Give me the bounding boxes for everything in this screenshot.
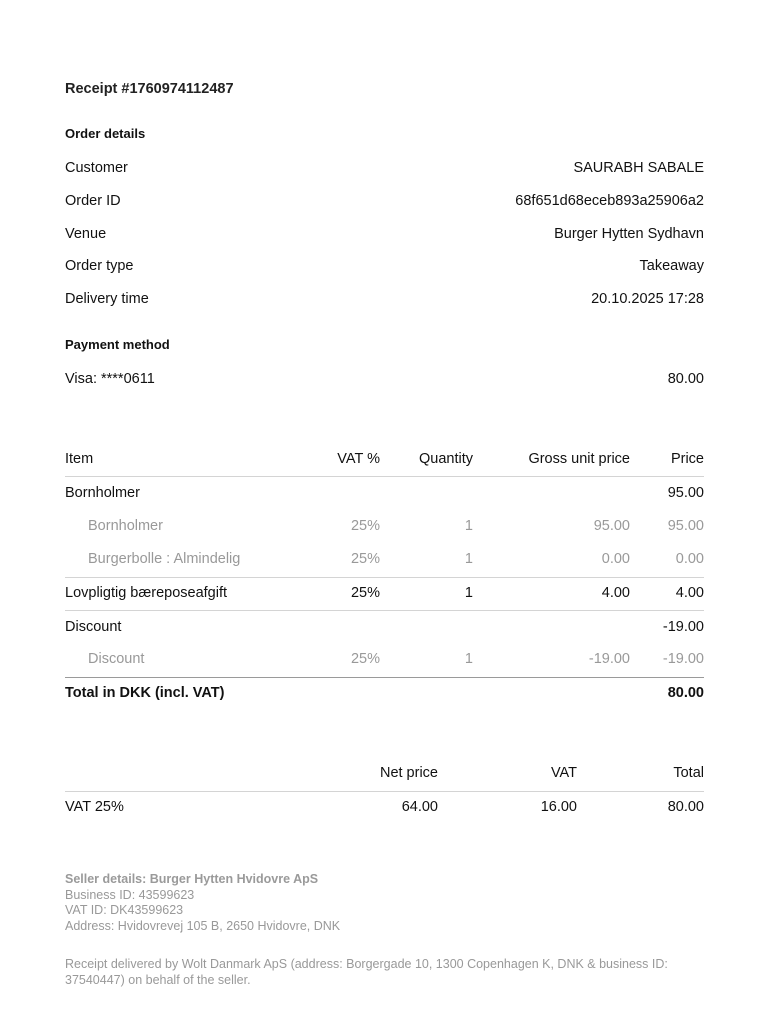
item-gross-unit-price: 0.00 [601, 551, 630, 567]
detail-label: Venue [65, 226, 107, 242]
table-row [65, 585, 704, 605]
col-header-net-price: Net price [379, 765, 438, 781]
receipt-title: Receipt #1760974112487 [65, 81, 234, 97]
payment-method-heading: Payment method [65, 337, 170, 352]
col-header-vat: VAT % [337, 451, 380, 467]
item-name: Discount [65, 619, 122, 635]
col-header-total: Total [673, 765, 704, 781]
item-name: Burgerbolle : Almindelig [88, 551, 241, 567]
item-quantity: 1 [464, 518, 473, 534]
item-gross-unit-price: -19.00 [588, 651, 630, 667]
item-price: 4.00 [675, 585, 704, 601]
total-label: Total in DKK (incl. VAT) [65, 685, 225, 701]
col-header-vat: VAT [550, 765, 577, 781]
vat-rate-label: VAT 25% [65, 799, 124, 815]
payment-amount: 80.00 [667, 371, 704, 387]
total-value: 80.00 [667, 685, 704, 701]
seller-title: Seller details: Burger Hytten Hvidovre ApS [65, 872, 319, 886]
detail-label: Delivery time [65, 291, 149, 307]
detail-value: 68f651d68eceb893a25906a2 [515, 193, 704, 209]
item-price: -19.00 [662, 619, 704, 635]
table-row [65, 619, 704, 639]
total-row [65, 685, 704, 705]
detail-label: Order ID [65, 193, 121, 209]
table-row [65, 518, 704, 538]
detail-row-venue [65, 226, 704, 246]
table-row [65, 651, 704, 671]
vat-total-value: 80.00 [667, 799, 704, 815]
detail-value: Takeaway [639, 258, 704, 274]
item-gross-unit-price: 4.00 [601, 585, 630, 601]
detail-row-order-id [65, 193, 704, 213]
seller-details [65, 872, 704, 934]
item-quantity: 1 [464, 651, 473, 667]
detail-label: Order type [65, 258, 134, 274]
col-header-price: Price [670, 451, 704, 467]
vat-summary-header [65, 765, 704, 785]
items-table-header [65, 451, 704, 471]
divider [65, 476, 704, 477]
order-details-heading: Order details [65, 126, 146, 141]
seller-vat-id: VAT ID: DK43599623 [65, 903, 184, 917]
detail-row-delivery-time [65, 291, 704, 311]
item-price: 0.00 [675, 551, 704, 567]
payment-method: Visa: ****0611 [65, 371, 155, 387]
item-name: Bornholmer [65, 485, 140, 501]
detail-row-order-type [65, 258, 704, 278]
table-row [65, 551, 704, 571]
detail-value: Burger Hytten Sydhavn [554, 226, 704, 242]
payment-row [65, 371, 704, 391]
item-name: Lovpligtig bæreposeafgift [65, 585, 228, 601]
item-vat: 25% [350, 651, 380, 667]
item-name: Discount [88, 651, 145, 667]
divider [65, 610, 704, 611]
divider [65, 577, 704, 578]
total-divider [65, 677, 704, 678]
detail-value: SAURABH SABALE [573, 160, 704, 176]
item-price: 95.00 [667, 485, 704, 501]
detail-row-customer [65, 160, 704, 180]
item-quantity: 1 [464, 551, 473, 567]
seller-address: Address: Hvidovrevej 105 B, 2650 Hvidovre, DNK [65, 918, 341, 933]
item-gross-unit-price: 95.00 [593, 518, 630, 534]
item-vat: 25% [350, 551, 380, 567]
item-price: -19.00 [662, 651, 704, 667]
detail-value: 20.10.2025 17:28 [591, 291, 704, 307]
col-header-item: Item [65, 451, 94, 467]
divider [65, 791, 704, 792]
receipt-disclaimer: Receipt delivered by Wolt Danmark ApS (address: Borgergade 10, 1300 Copenhagen K, DNK & business ID: 37540447) on behalf of the seller. [65, 957, 668, 987]
item-vat: 25% [350, 518, 380, 534]
item-vat: 25% [350, 585, 380, 601]
col-header-quantity: Quantity [419, 451, 473, 467]
item-price: 95.00 [667, 518, 704, 534]
item-quantity: 1 [464, 585, 473, 601]
vat-summary-row [65, 799, 704, 819]
detail-label: Customer [65, 160, 128, 176]
seller-business-id: Business ID: 43599623 [65, 887, 195, 902]
col-header-gross-unit-price: Gross unit price [528, 451, 630, 467]
vat-amount-value: 16.00 [540, 799, 577, 815]
item-name: Bornholmer [88, 518, 163, 534]
table-row [65, 485, 704, 505]
net-price-value: 64.00 [401, 799, 438, 815]
